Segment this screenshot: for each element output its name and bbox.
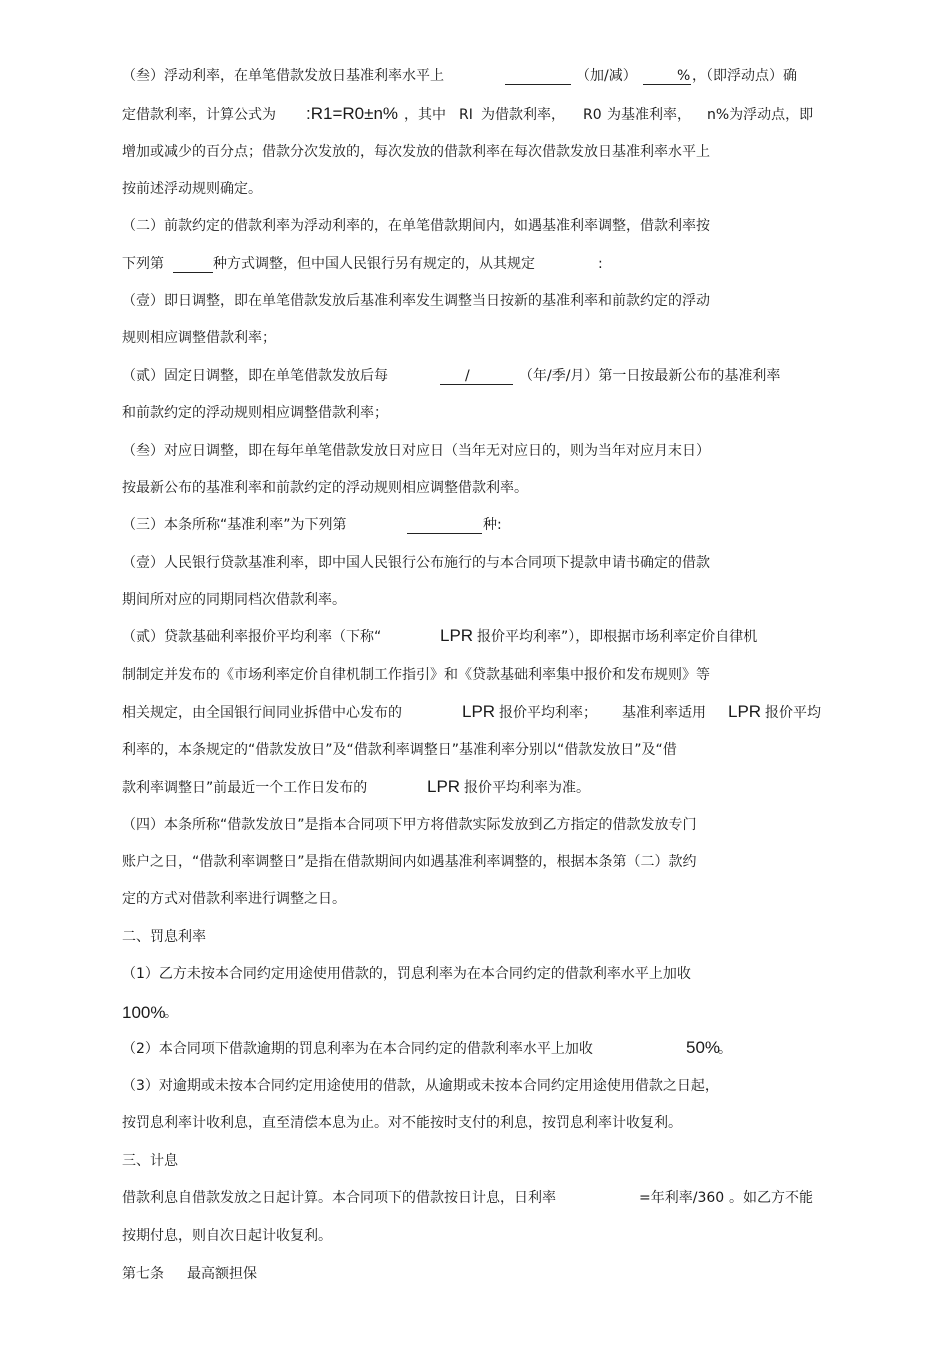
text-segment: （2）本合同项下借款逾期的罚息利率为在本合同约定的借款利率水平上加收 — [122, 1041, 593, 1057]
text-segment: 为借款利率， — [481, 107, 565, 123]
text-segment: ，其中 — [404, 107, 446, 123]
text-segment: 二、罚息利率 — [122, 929, 206, 945]
text-segment: 相关规定，由全国银行间同业拆借中心发布的 — [122, 705, 402, 721]
text-segment: 报价平均利率”），即根据市场利率定价自律机 — [477, 629, 758, 645]
text-segment: 种方式调整，但中国人民银行另有规定的，从其规定 — [213, 256, 535, 272]
text-segment: 增加或减少的百分点；借款分次发放的，每次发放的借款利率在每次借款发放日基准利率水平上 — [122, 144, 710, 160]
text-segment: （叁）浮动利率，在单笔借款发放日基准利率水平上 — [122, 68, 444, 84]
blank-underline — [407, 533, 482, 534]
text-segment: 按罚息利率计收利息，直至清偿本息为止。对不能按时支付的利息，按罚息利率计收复利。 — [122, 1115, 682, 1131]
text-segment: 账户之日，“借款利率调整日”是指在借款期间内如遇基准利率调整的，根据本条第（二）款约 — [122, 854, 697, 870]
text-segment: （二）前款约定的借款利率为浮动利率的，在单笔借款期间内，如遇基准利率调整，借款利率按 — [122, 218, 710, 234]
blank-underline — [173, 272, 213, 273]
text-segment: 报价平均利率； — [499, 705, 597, 721]
text-segment: 期间所对应的同期同档次借款利率。 — [122, 592, 346, 608]
text-segment: % — [677, 68, 691, 84]
text-segment: ，（即浮动点）确 — [692, 68, 797, 84]
text-segment: （加/减） — [576, 68, 637, 84]
blank-underline — [440, 384, 513, 385]
text-segment: 按最新公布的基准利率和前款约定的浮动规则相应调整借款利率。 — [122, 480, 528, 496]
text-segment: 。如乙方不能 — [729, 1190, 813, 1206]
text-segment: / — [465, 368, 470, 384]
formula-text: :R1=R0±n% — [306, 104, 399, 123]
text-segment: LPR — [728, 702, 762, 721]
text-segment: LPR — [462, 702, 496, 721]
text-segment: 规则相应调整借款利率； — [122, 330, 276, 346]
text-segment: 基准利率适用 — [622, 705, 706, 721]
text-segment: 按期付息，则自次日起计收复利。 — [122, 1228, 332, 1244]
text-segment: （叁）对应日调整，即在每年单笔借款发放日对应日（当年无对应日的，则为当年对应月末日） — [122, 443, 710, 459]
text-segment: : — [598, 256, 603, 272]
text-segment: （壹）即日调整，即在单笔借款发放后基准利率发生调整当日按新的基准利率和前款约定的浮动 — [122, 293, 710, 309]
text-segment: 报价平均利率为准。 — [464, 780, 590, 796]
text-segment: n%为浮动点，即 — [707, 107, 814, 123]
text-segment: 定的方式对借款利率进行调整之日。 — [122, 891, 346, 907]
text-segment: 和前款约定的浮动规则相应调整借款利率； — [122, 405, 388, 421]
text-segment: （贰）固定日调整，即在单笔借款发放后每 — [122, 368, 388, 384]
text-segment: （年/季/月）第一日按最新公布的基准利率 — [519, 368, 781, 384]
text-segment: （四）本条所称“借款发放日”是指本合同项下甲方将借款实际发放到乙方指定的借款发放专门 — [122, 817, 697, 833]
text-segment: R0 — [583, 107, 602, 123]
text-segment: 利率的，本条规定的“借款发放日”及“借款利率调整日”基准利率分别以“借款发放日”及“借 — [122, 742, 677, 758]
text-segment: （1）乙方未按本合同约定用途使用借款的，罚息利率为在本合同约定的借款利率水平上加收 — [122, 966, 691, 982]
text-segment: 制制定并发布的《市场利率定价自律机制工作指引》和《贷款基础利率集中报价和发布规则》等 — [122, 667, 710, 683]
text-segment: 第七条 — [122, 1266, 164, 1282]
text-segment: （3）对逾期或未按本合同约定用途使用的借款，从逾期或未按本合同约定用途使用借款之日起， — [122, 1078, 719, 1094]
text-segment: RI — [459, 107, 473, 123]
text-segment: 按前述浮动规则确定。 — [122, 181, 262, 197]
text-segment: （壹）人民银行贷款基准利率，即中国人民银行公布施行的与本合同项下提款申请书确定的借款 — [122, 555, 710, 571]
text-segment: （贰）贷款基础利率报价平均利率（下称“ — [122, 629, 382, 645]
text-segment: 借款利息自借款发放之日起计算。本合同项下的借款按日计息，日利率 — [122, 1190, 556, 1206]
text-segment: LPR — [440, 626, 474, 645]
text-segment: =年利率/360 — [639, 1190, 725, 1206]
text-segment: 款利率调整日”前最近一个工作日发布的 — [122, 780, 368, 796]
text-segment: 定借款利率，计算公式为 — [122, 107, 276, 123]
blank-underline — [505, 84, 571, 85]
text-segment: 报价平均 — [765, 705, 821, 721]
text-segment: 。 — [718, 1041, 732, 1057]
text-segment: 种: — [483, 517, 502, 533]
text-segment: 。 — [164, 1005, 178, 1021]
text-segment: 下列第 — [122, 256, 164, 272]
text-segment: 100% — [122, 1003, 166, 1022]
text-segment: 为基准利率， — [607, 107, 691, 123]
text-segment: 最高额担保 — [187, 1266, 257, 1282]
text-segment: 50% — [686, 1038, 721, 1057]
text-segment: （三）本条所称“基准利率”为下列第 — [122, 517, 347, 533]
text-segment: LPR — [427, 777, 461, 796]
text-segment: 三、计息 — [122, 1153, 178, 1169]
